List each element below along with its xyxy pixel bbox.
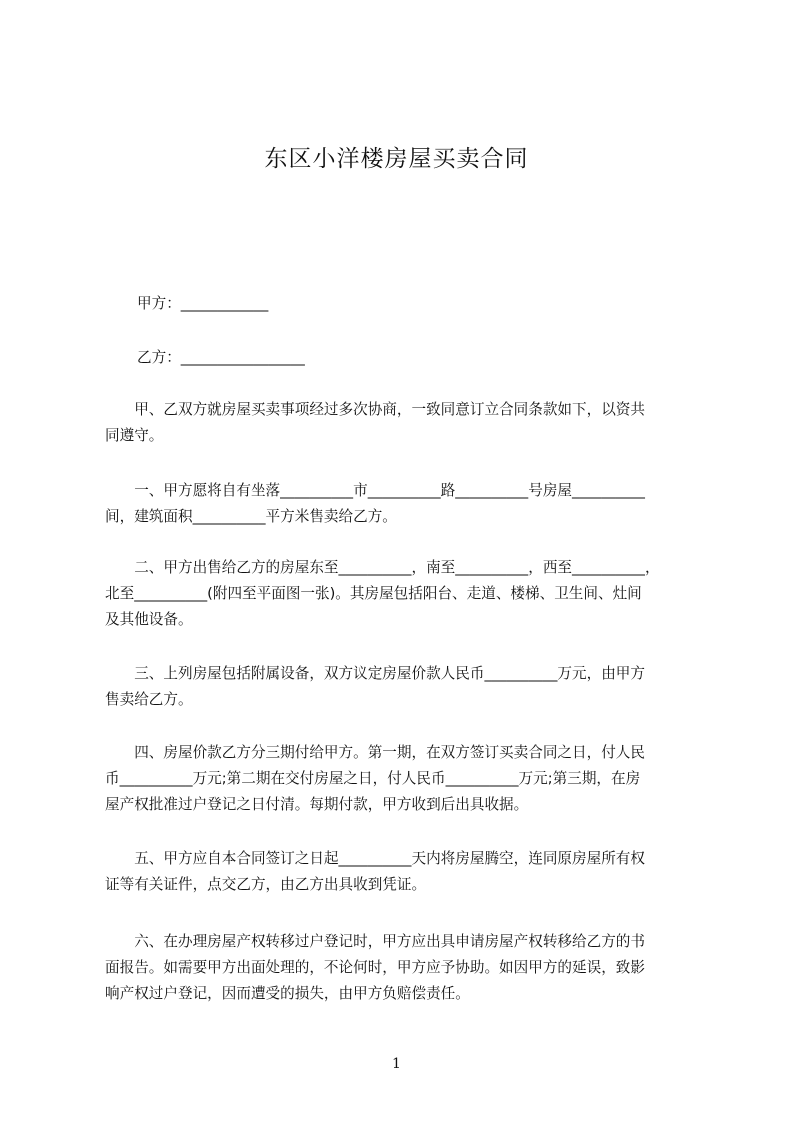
page-number: 1 bbox=[392, 1056, 401, 1072]
clause-line: 面报告。如需要甲方出面处理的，不论何时，甲方应予协助。如因甲方的延误，致影 bbox=[105, 959, 645, 976]
clause-line: 屋产权批准过户登记之日付清。每期付款，甲方收到后出具收据。 bbox=[105, 796, 529, 813]
clause-line: 币__________万元;第二期在交付房屋之日，付人民币__________万元;第三期，在房 bbox=[105, 770, 641, 787]
clause-line: 一、甲方愿将自有坐落__________市__________路__________号房屋__________ bbox=[105, 482, 645, 499]
clause-line: 间，建筑面积__________平方米售卖给乙方。 bbox=[105, 508, 397, 525]
intro-line: 甲、乙双方就房屋买卖事项经过多次协商，一致同意订立合同条款如下，以资共 bbox=[105, 401, 645, 418]
clause-line: 售卖给乙方。 bbox=[105, 691, 193, 708]
clause-line: 及其他设备。 bbox=[105, 611, 193, 628]
clause-line: 四、房屋价款乙方分三期付给甲方。第一期，在双方签订买卖合同之日，付人民 bbox=[105, 744, 645, 761]
clause-line: 二、甲方出售给乙方的房屋东至__________，南至__________，西至__________， bbox=[105, 559, 660, 576]
party-b-line: 乙方：_________________ bbox=[137, 349, 305, 366]
page-title: 东区小洋楼房屋买卖合同 bbox=[264, 146, 529, 172]
clause-line: 六、在办理房屋产权转移过户登记时，甲方应出具申请房屋产权转移给乙方的书 bbox=[105, 933, 645, 950]
clause-line: 三、上列房屋包括附属设备，双方议定房屋价款人民币__________万元，由甲方 bbox=[105, 665, 645, 682]
clause-line: 响产权过户登记，因而遭受的损失，由甲方负赔偿责任。 bbox=[105, 985, 470, 1002]
clause-line: 五、甲方应自本合同签订之日起__________天内将房屋腾空，连同原房屋所有权 bbox=[105, 850, 645, 867]
intro-line: 同遵守。 bbox=[105, 427, 164, 444]
party-a-line: 甲方：____________ bbox=[137, 295, 269, 312]
clause-line: 北至__________(附四至平面图一张)。其房屋包括阳台、走道、楼梯、卫生间、灶间 bbox=[105, 585, 642, 602]
clause-line: 证等有关证件，点交乙方，由乙方出具收到凭证。 bbox=[105, 876, 427, 893]
